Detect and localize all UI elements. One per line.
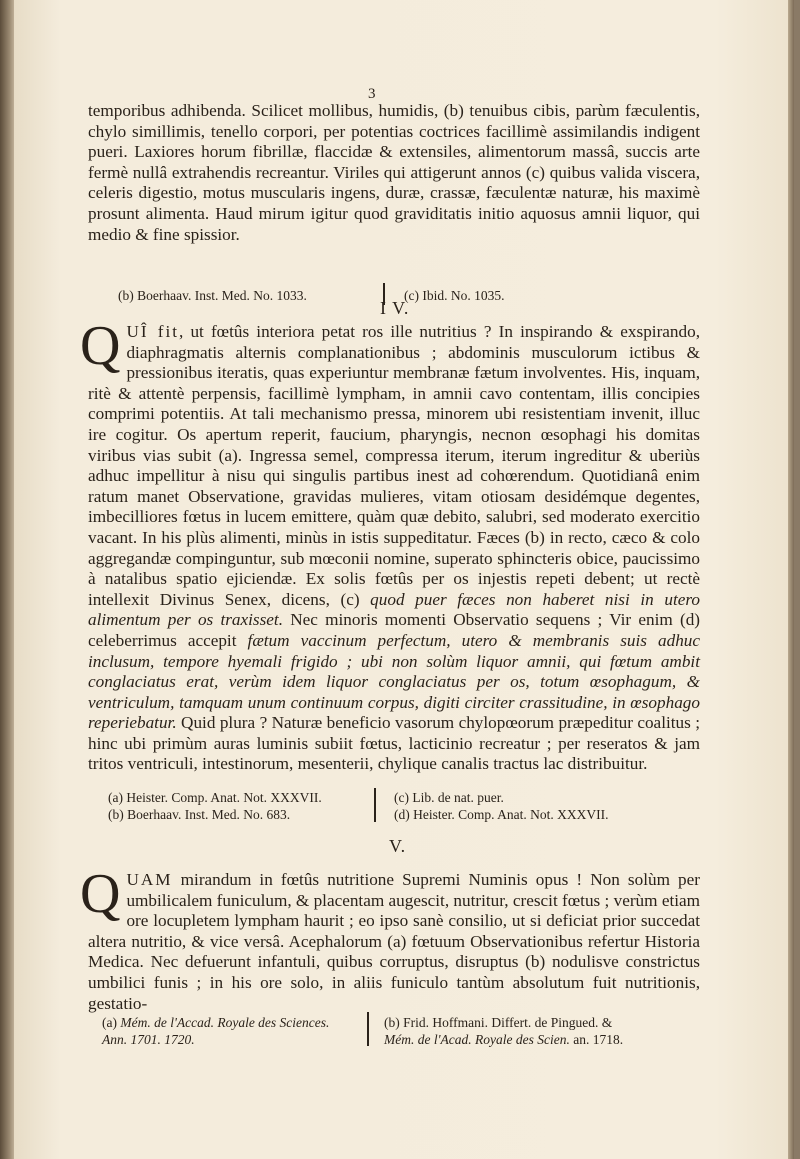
drop-cap: Q — [80, 863, 121, 925]
footnotes-left — [108, 790, 322, 823]
section-iv-paragraph — [80, 315, 701, 775]
body-text-c: Quid plura ? Naturæ beneficio vasorum chylopœorum præpeditur coalitus ; hinc ubi primùm auras luminis subiit fœtus, lacticinio recreatur ; per reseratos & jam tritos ventriculi, intestinorum, mesenterii, chylique canalis tractus lac distribuitur. — [88, 713, 700, 774]
quote-hippocrates: quod puer fæces non haberet nisi in utero alimentum per os traxisset. — [88, 589, 700, 630]
page-number: 3 — [368, 86, 376, 102]
book-page — [14, 0, 794, 1159]
section-heading-v: V. — [389, 836, 407, 856]
footnote-year: an. 1718. — [569, 1031, 624, 1047]
footnote-b: (b) Boerhaav. Inst. Med. No. 683. — [108, 806, 291, 822]
footnote-source: Mém. de l'Acad. Royale des Scien. — [384, 1031, 570, 1047]
footnote-label: (a) — [102, 1015, 117, 1030]
footnote-a: (a) Heister. Comp. Anat. Not. XXXVII. — [108, 790, 322, 805]
paragraph-continuation — [88, 101, 700, 245]
paragraph-text: temporibus adhibenda. Scilicet mollibus, humidis, (b) tenuibus cibis, parùm fæculentis, chylo simillimis, tenello corpori, per potentias coctrices facillimè assimilandis indigent pueri. Laxiores horum fibrillæ, flaccidæ & extensiles, alimentorum massâ, succis arte fermè nullâ extrahendis recreantur. Viriles qui attigerunt annos (c) quibus valida viscera, celeris digestio, motus muscularis ingens, duræ, crassæ, fæculentæ naturæ, his maximè prosunt alimenta. Haud mirum igitur quod graviditatis initio aquosus amnii liquor, qui medio & fine spissior. — [88, 101, 700, 244]
lead-words: UÎ fit — [126, 322, 180, 341]
footnote-b: (b) Frid. Hoffmani. Differt. de Pingued. & — [384, 1015, 613, 1030]
section-heading-iv: I V. — [380, 298, 410, 318]
footnote-d: (d) Heister. Comp. Anat. Not. XXXVII. — [394, 806, 609, 822]
body-text-a: , ut fœtûs interiora petat ros ille nutritius ? In inspirando & exspirando, diaphragmatis alternis complanationibus ; abdominis musculorum ictibus & pressionibus iteratis, quas experiuntur membranæ fætum involventes. His, inquam, ritè & attentè perpensis, facillimè lympham, in amnii cavo contentam, illis concipies comprimi potentiis. At tali mechanismo pressa, minorem ubi resistentiam invenit, illuc ire cogitur. Os apertum reperit, faucium, pharyngis, necnon œsophagi his domitas viribus vias subit (a). Ingressa semel, compressa iterum, iterum ingreditur & uberiùs adhuc impellitur à nisu qui singulis partibus inest ad cohœrendum. Quotidianâ enim ratum manet Observatione, gravidas mulieres, vitam otiosam desidémque degentes, imbecilliores fœtus in lucem emittere, quàm quæ debito, salubri, sed moderato exercitio vacant. In his plùs alimenti, minùs in istis suppeditatur. Fæces (b) in recto, cæco & colo aggregandæ compinguntur, sub mœconii nomine, superato sphincteris obice, paucissimo à natalibus spatio ejiciendæ. Ex solis fœtûs per os injestis repeti debent; ut rectè intellexit Divinus Senex, dicens, (c) — [88, 322, 700, 609]
quote-observation: fætum vaccinum perfectum, utero & membranis suis adhuc inclusum, tempore hyemali frigido ; ubi non solùm liquor amnii, qui fœtum ambit conglaciatus erat, verùm idem liquor conglaciatus per os, totum œsophagum, & ventriculum, tamquam unum continuum corpus, digiti circiter crassitudine, in œsophago reperiebatur. — [88, 630, 701, 733]
drop-cap: Q — [80, 315, 121, 377]
body-text: mirandum in fœtûs nutritione Supremi Numinis opus ! Non solùm per umbilicalem funiculum, & placentam augescit, nutritur, crescit fœtus ; verùm etiam ore locupletem lympham haurit ; eo ipso sanè consilio, ut si deficiat prior succedat altera nutritio, & vice versâ. Acephalorum (a) fœtuum Observationibus refertur Historia Medica. Nec defuerunt infantuli, quibus corruptus, disruptus (b) nodulisve constrictus umbilici funis ; in his ore solo, in aliis funiculo tantùm absolutum fuit nutritionis, gestatio- — [88, 870, 700, 1013]
footnotes-right — [384, 1015, 623, 1048]
footnote-years — [102, 1032, 329, 1049]
footnotes-left — [102, 1015, 329, 1048]
section-v-body — [80, 863, 700, 1014]
footnote-divider — [367, 1012, 369, 1046]
body-text-b: Nec minoris momenti Observatio sequens ; Vir enim (d) celeberrimus accepit — [88, 610, 701, 650]
page-edge — [788, 0, 794, 1159]
footnote-c: (c) Ibid. No. 1035. — [404, 288, 505, 303]
footnote-source: Mém. de l'Accad. Royale des Sciences. — [120, 1015, 330, 1030]
footnotes-right — [394, 790, 608, 823]
footnote-years-text: Ann. 1701. 1720. — [102, 1031, 195, 1047]
section-v-paragraph — [80, 863, 700, 1014]
footnote-b: (b) Boerhaav. Inst. Med. No. 1033. — [118, 288, 307, 303]
footnote-b-cont — [384, 1032, 623, 1049]
footnote-a — [102, 1015, 329, 1032]
lead-words: UAM — [126, 870, 173, 889]
footnote-divider — [374, 788, 376, 822]
footnote-c: (c) Lib. de nat. puer. — [394, 790, 504, 805]
section-iv-body — [80, 315, 701, 775]
